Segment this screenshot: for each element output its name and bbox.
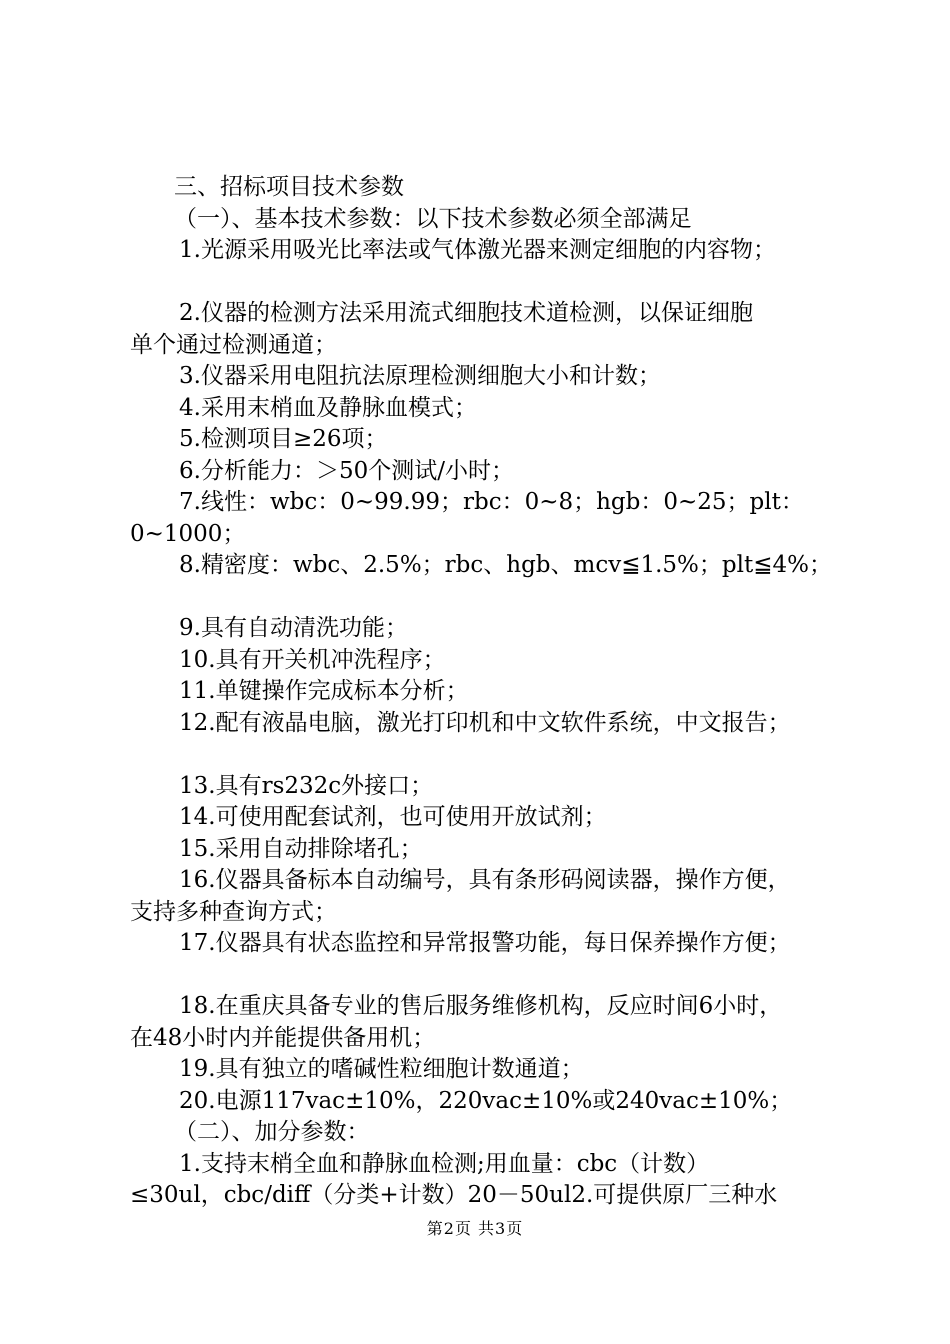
bonus-item-1: 1.支持末梢全血和静脉血检测;用血量：cbc（计数） (179, 1150, 710, 1177)
item-4: 4.采用末梢血及静脉血模式； (179, 394, 477, 421)
item-9: 9.具有自动清洗功能； (179, 615, 408, 641)
item-12: 12.配有液晶电脑，激光打印机和中文软件系统，中文报告； (179, 709, 791, 736)
item-2: 2.仪器的检测方法采用流式细胞技术道检测，以保证细胞 (179, 300, 753, 326)
item-18: 18.在重庆具备专业的售后服务维修机构，反应时间6小时， (179, 993, 783, 1019)
document-body (130, 172, 850, 1212)
section1-title: （一）、基本技术参数：以下技术参数必须全部满足 (174, 205, 692, 232)
item-2-cont: 单个通过检测通道； (130, 331, 337, 358)
item-7: 7.线性：wbc：0~99.99；rbc：0~8；hgb：0~25；plt： (179, 489, 804, 515)
section-heading: 三、招标项目技术参数 (174, 174, 404, 200)
item-5: 5.检测项目≥26项； (179, 426, 388, 452)
page-footer: 第2页 共3页 (426, 1219, 524, 1238)
item-19: 19.具有独立的嗜碱性粒细胞计数通道； (179, 1056, 584, 1082)
item-13: 13.具有rs232c外接口； (179, 772, 434, 799)
item-11: 11.单键操作完成标本分析； (179, 678, 469, 704)
item-10: 10.具有开关机冲洗程序； (179, 646, 446, 673)
item-16: 16.仪器具备标本自动编号，具有条形码阅读器，操作方便， (179, 867, 791, 893)
item-3: 3.仪器采用电阻抗法原理检测细胞大小和计数； (179, 363, 661, 389)
item-20: 20.电源117vac±10%，220vac±10%或240vac±10%； (179, 1087, 793, 1114)
item-6: 6.分析能力：＞50个测试/小时； (179, 457, 514, 484)
item-7-cont: 0~1000； (130, 520, 246, 547)
item-17: 17.仪器具有状态监控和异常报警功能，每日保养操作方便； (179, 930, 791, 956)
bonus-item-1-cont: ≤30ul，cbc/diff（分类+计数）20－50ul2.可提供原厂三种水 (130, 1182, 778, 1208)
item-15: 15.采用自动排除堵孔； (179, 835, 423, 862)
section2-title: （二）、加分参数： (174, 1119, 370, 1145)
item-1: 1.光源采用吸光比率法或气体激光器来测定细胞的内容物； (179, 237, 776, 263)
item-16-cont: 支持多种查询方式； (130, 898, 337, 925)
item-8: 8.精密度：wbc、2.5%；rbc、hgb、mcv≦1.5%；plt≦4%； (179, 552, 832, 578)
item-18-cont: 在48小时内并能提供备用机； (130, 1024, 436, 1051)
item-14: 14.可使用配套试剂，也可使用开放试剂； (179, 804, 607, 830)
